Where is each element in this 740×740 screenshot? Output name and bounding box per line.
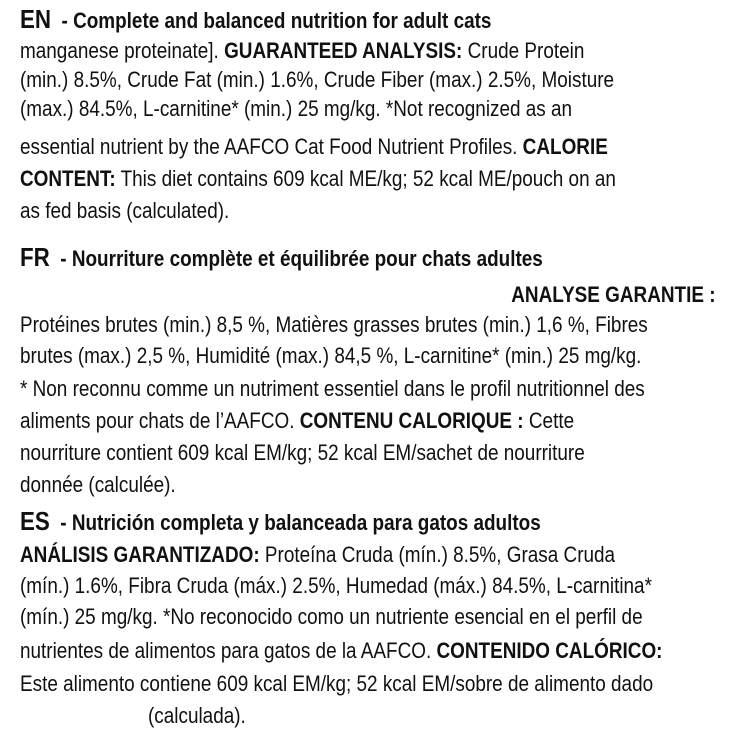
fr-line-2: brutes (max.) 2,5 %, Humidité (max.) 84,5 %, L-carnitine* (min.) 25 mg/kg. [20, 343, 642, 368]
en-line-4-a: essential nutrient by the AAFCO Cat Food Nutrient Profiles. [20, 134, 518, 159]
es-calorie-label: CONTENIDO CALÓRICO: [436, 638, 663, 663]
fr-line-3: * Non reconnu comme un nutriment essentiel dans le profil nutritionnel des [20, 376, 645, 401]
en-line-6: as fed basis (calculated). [20, 198, 230, 223]
es-separator: - [60, 510, 67, 535]
es-line-1 [20, 542, 615, 568]
fr-line-6: donnée (calculée). [20, 472, 176, 497]
en-line-1-c: Crude Protein [467, 38, 585, 63]
en-guaranteed-analysis-label: GUARANTEED ANALYSIS: [224, 38, 463, 63]
fr-line-5: nourriture contient 609 kcal EM/kg; 52 kcal EM/sachet de nourriture [20, 440, 585, 465]
es-line-4 [20, 638, 662, 664]
fr-analysis-text: ANALYSE GARANTIE : [511, 282, 716, 307]
fr-line-4-a: aliments pour chats de l’AAFCO. [20, 408, 295, 433]
fr-lang-code: FR [20, 242, 50, 272]
es-line-3: (mín.) 25 mg/kg. *No reconocido como un nutriente esencial en el perfil de [20, 604, 643, 629]
en-line-5-b: This diet contains 609 kcal ME/kg; 52 kcal ME/pouch on an [120, 166, 616, 191]
fr-heading [20, 244, 543, 272]
fr-line-1: Protéines brutes (min.) 8,5 %, Matières grasses brutes (min.) 1,6 %, Fibres [20, 312, 648, 337]
es-lang-code: ES [20, 506, 50, 536]
en-line-4 [20, 134, 608, 160]
fr-line-4-c: Cette [528, 408, 575, 433]
es-line-5: Este alimento contiene 609 kcal EM/kg; 52 kcal EM/sobre de alimento dado [20, 671, 654, 696]
en-calorie-label: CALORIE [522, 134, 608, 159]
en-line-3: (max.) 84.5%, L-carnitine* (min.) 25 mg/kg. *Not recognized as an [20, 96, 573, 121]
en-heading [20, 6, 491, 34]
es-line-4-a: nutrientes de alimentos para gatos de la AAFCO. [20, 638, 432, 663]
fr-line-4 [20, 408, 574, 434]
en-content-label: CONTENT: [20, 166, 116, 191]
es-line-6: (calculada). [148, 703, 246, 728]
en-line-5 [20, 166, 616, 192]
en-lang-code: EN [20, 4, 52, 34]
fr-separator: - [60, 246, 67, 271]
es-heading-text: Nutrición completa y balanceada para gatos adultos [71, 510, 541, 535]
en-line-1-a: manganese proteinate]. [20, 38, 219, 63]
en-separator: - [61, 8, 68, 33]
en-line-1 [20, 38, 584, 64]
fr-calorie-label: CONTENU CALORIQUE : [299, 408, 524, 433]
en-line-2: (min.) 8.5%, Crude Fat (min.) 1.6%, Crude Fiber (max.) 2.5%, Moisture [20, 67, 615, 92]
fr-heading-text: Nourriture complète et équilibrée pour chats adultes [71, 246, 543, 271]
es-heading [20, 508, 541, 536]
es-line-1-b: Proteína Cruda (mín.) 8.5%, Grasa Cruda [264, 542, 616, 567]
es-analysis-label: ANÁLISIS GARANTIZADO: [20, 542, 260, 567]
en-heading-text: Complete and balanced nutrition for adult cats [73, 8, 492, 33]
es-line-2: (mín.) 1.6%, Fibra Cruda (máx.) 2.5%, Humedad (máx.) 84.5%, L-carnitina* [20, 573, 652, 598]
fr-analysis-label [512, 282, 716, 308]
